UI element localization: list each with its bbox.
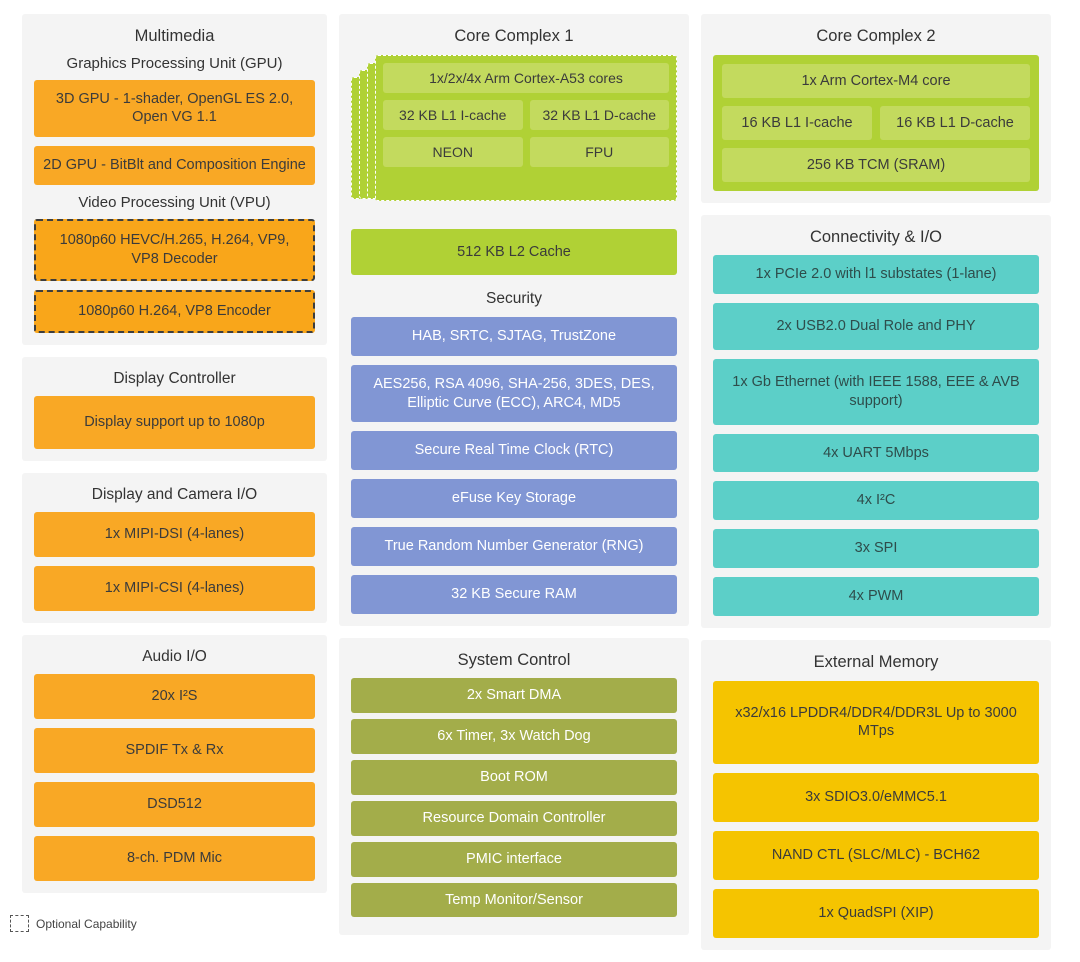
block-lpddr4: x32/x16 LPDDR4/DDR4/DDR3L Up to 3000 MTps	[713, 681, 1039, 765]
block-spdif: SPDIF Tx & Rx	[34, 728, 315, 773]
block-fpu: FPU	[530, 137, 670, 167]
legend-label: Optional Capability	[36, 916, 137, 931]
panel-title-security: Security	[486, 290, 542, 308]
block-timer-watchdog: 6x Timer, 3x Watch Dog	[351, 719, 677, 754]
panel-core-complex-2	[701, 14, 1051, 203]
block-l1-icache: 32 KB L1 I-cache	[383, 100, 523, 130]
panel-title-connectivity-io: Connectivity & I/O	[809, 227, 943, 246]
block-rng: True Random Number Generator (RNG)	[351, 527, 677, 566]
panel-title-core-complex-2: Core Complex 2	[816, 27, 936, 45]
panel-title-display-controller: Display Controller	[113, 369, 236, 387]
block-pdm-mic: 8-ch. PDM Mic	[34, 836, 315, 881]
block-smart-dma: 2x Smart DMA	[351, 678, 677, 713]
block-3d-gpu: 3D GPU - 1-shader, OpenGL ES 2.0, Open VG 1.1	[34, 80, 315, 138]
panel-title-multimedia: Multimedia	[134, 27, 215, 45]
legend-dashed-swatch	[10, 915, 29, 932]
panel-display-camera-io	[22, 473, 327, 623]
legend	[10, 915, 137, 932]
block-uart: 4x UART 5Mbps	[713, 434, 1039, 473]
block-pwm: 4x PWM	[713, 577, 1039, 616]
column-left	[22, 14, 327, 905]
block-dsd512: DSD512	[34, 782, 315, 827]
subtitle-gpu: Graphics Processing Unit (GPU)	[66, 54, 283, 72]
block-l1-dcache: 32 KB L1 D-cache	[530, 100, 670, 130]
block-cortex-m4: 1x Arm Cortex-M4 core	[722, 64, 1030, 98]
m4-cache-row	[722, 106, 1030, 140]
block-temp-monitor: Temp Monitor/Sensor	[351, 883, 677, 918]
block-mipi-csi: 1x MIPI-CSI (4-lanes)	[34, 566, 315, 611]
panel-multimedia	[22, 14, 327, 345]
panel-connectivity-io	[701, 215, 1051, 628]
block-pcie: 1x PCIe 2.0 with l1 substates (1-lane)	[713, 255, 1039, 294]
block-crypto: AES256, RSA 4096, SHA-256, 3DES, DES, Elliptic Curve (ECC), ARC4, MD5	[351, 365, 677, 423]
block-quadspi: 1x QuadSPI (XIP)	[713, 889, 1039, 938]
panel-title-display-camera-io: Display and Camera I/O	[91, 485, 258, 503]
block-hab-srtc: HAB, SRTC, SJTAG, TrustZone	[351, 317, 677, 356]
block-tcm-sram: 256 KB TCM (SRAM)	[722, 148, 1030, 182]
core-cache-row	[383, 100, 669, 130]
block-boot-rom: Boot ROM	[351, 760, 677, 795]
panel-display-controller	[22, 357, 327, 461]
panel-title-core-complex-1: Core Complex 1	[454, 27, 574, 45]
block-gb-ethernet: 1x Gb Ethernet (with IEEE 1588, EEE & AVB support)	[713, 359, 1039, 425]
panel-title-system-control: System Control	[457, 650, 571, 669]
block-m4-icache: 16 KB L1 I-cache	[722, 106, 872, 140]
block-video-encoder: 1080p60 H.264, VP8 Encoder	[34, 290, 315, 333]
block-i2s: 20x I²S	[34, 674, 315, 719]
block-pmic-interface: PMIC interface	[351, 842, 677, 877]
block-nand-ctl: NAND CTL (SLC/MLC) - BCH62	[713, 831, 1039, 880]
core-complex-2-cluster	[713, 55, 1039, 191]
panel-external-memory	[701, 640, 1051, 950]
panel-core-complex-1	[339, 14, 689, 626]
panel-title-external-memory: External Memory	[813, 653, 939, 671]
block-i2c: 4x I²C	[713, 481, 1039, 520]
core-card-content	[375, 55, 677, 201]
block-mipi-dsi: 1x MIPI-DSI (4-lanes)	[34, 512, 315, 557]
panel-audio-io	[22, 635, 327, 893]
block-secure-ram: 32 KB Secure RAM	[351, 575, 677, 614]
block-sdio-emmc: 3x SDIO3.0/eMMC5.1	[713, 773, 1039, 822]
core-cluster-stack	[351, 55, 677, 219]
block-usb: 2x USB2.0 Dual Role and PHY	[713, 303, 1039, 350]
panel-title-audio-io: Audio I/O	[142, 647, 207, 665]
block-efuse: eFuse Key Storage	[351, 479, 677, 518]
block-neon: NEON	[383, 137, 523, 167]
core-unit-row	[383, 137, 669, 167]
block-2d-gpu: 2D GPU - BitBlt and Composition Engine	[34, 146, 315, 185]
block-secure-rtc: Secure Real Time Clock (RTC)	[351, 431, 677, 470]
block-video-decoder: 1080p60 HEVC/H.265, H.264, VP9, VP8 Decoder	[34, 219, 315, 281]
column-right	[701, 14, 1051, 962]
block-cortex-a53: 1x/2x/4x Arm Cortex-A53 cores	[383, 63, 669, 93]
column-middle	[339, 14, 689, 947]
panel-system-control	[339, 638, 689, 936]
block-m4-dcache: 16 KB L1 D-cache	[880, 106, 1030, 140]
subtitle-vpu: Video Processing Unit (VPU)	[78, 194, 271, 212]
block-resource-domain-controller: Resource Domain Controller	[351, 801, 677, 836]
block-display-support: Display support up to 1080p	[34, 396, 315, 449]
block-spi: 3x SPI	[713, 529, 1039, 568]
block-l2-cache: 512 KB L2 Cache	[351, 229, 677, 276]
